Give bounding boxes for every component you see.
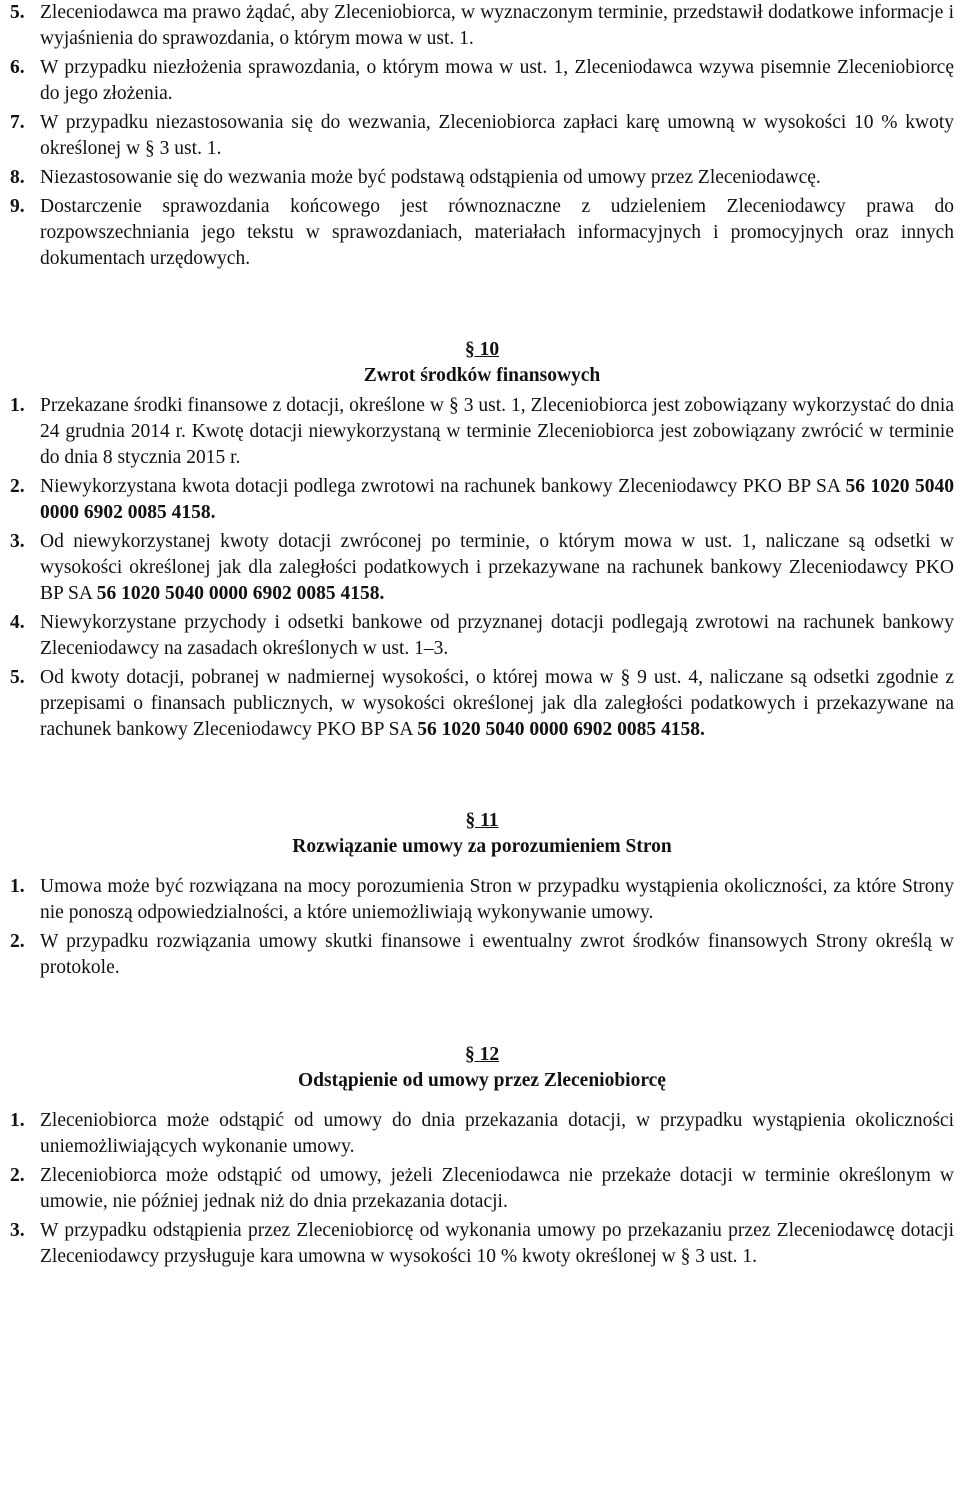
item-number: 2. [10, 476, 25, 497]
item-number: 3. [10, 531, 25, 552]
section-heading [10, 808, 954, 860]
item-number: 2. [10, 931, 25, 952]
item-number: 9. [10, 196, 25, 217]
item-text: Dostarczenie sprawozdania końcowego jest równoznaczne z udzieleniem Zleceniodawcy prawa do rozpowszechniania jego tekstu w sprawozdaniach, materiałach informacyjnych i promocyjnych oraz innych dokumentach urzędowych. [40, 196, 954, 269]
list-item [10, 665, 954, 743]
item-text: W przypadku odstąpienia przez Zleceniobiorcę od wykonania umowy po przekazaniu przez Zleceniodawcę dotacji Zleceniodawcy przysługuje kara umowna w wysokości 10 % kwoty określonej w § 3 ust. 1. [40, 1220, 954, 1267]
section-10-items [10, 393, 954, 743]
item-text: Niewykorzystana kwota dotacji podlega zwrotowi na rachunek bankowy Zleceniodawcy PKO BP SA 56 1020 5040 0000 6902 0085 4158. [40, 476, 955, 523]
spacer [10, 984, 954, 1042]
list-item [10, 194, 954, 272]
item-text: Od niewykorzystanej kwoty dotacji zwróconej po terminie, o którym mowa w ust. 1, naliczane są odsetki w wysokości określonej jak dla zaległości podatkowych i przekazywane na rachunek bankowy Zleceniodawcy PKO BP SA 56 1020 5040 0000 6902 0085 4158. [40, 531, 954, 604]
item-number: 5. [10, 667, 25, 688]
item-number: 3. [10, 1220, 25, 1241]
item-number: 1. [10, 876, 25, 897]
bank-account-number: 56 1020 5040 0000 6902 0085 4158. [417, 719, 705, 740]
spacer [10, 746, 954, 808]
item-number: 7. [10, 112, 25, 133]
list-item [10, 1163, 954, 1215]
bank-account-number: 56 1020 5040 0000 6902 0085 4158. [40, 476, 955, 523]
section-heading [10, 337, 954, 389]
item-text: W przypadku rozwiązania umowy skutki finansowe i ewentualny zwrot środków finansowych Strony określą w protokole. [40, 931, 954, 978]
item-text: W przypadku niezłożenia sprawozdania, o którym mowa w ust. 1, Zleceniodawca wzywa pisemnie Zleceniobiorcę do jego złożenia. [40, 57, 954, 104]
item-text: Przekazane środki finansowe z dotacji, określone w § 3 ust. 1, Zleceniobiorca jest zobowiązany wykorzystać do dnia 24 grudnia 2014 r. Kwotę dotacji niewykorzystaną w terminie Zleceniobiorca jest zobowiązany zwrócić w terminie do dnia 8 stycznia 2015 r. [40, 395, 954, 468]
list-item [10, 610, 954, 662]
section-number: § 11 [465, 810, 499, 831]
item-text: Zleceniobiorca może odstąpić od umowy do dnia przekazania dotacji, w przypadku wystąpienia okoliczności uniemożliwiających wykonanie umowy. [40, 1110, 954, 1157]
item-text: Zleceniodawca ma prawo żądać, aby Zleceniobiorca, w wyznaczonym terminie, przedstawił dodatkowe informacje i wyjaśnienia do sprawozdania, o którym mowa w ust. 1. [40, 2, 954, 49]
list-item [10, 474, 954, 526]
item-number: 4. [10, 612, 25, 633]
paragraph-list-top [10, 0, 954, 272]
item-number: 1. [10, 1110, 25, 1131]
item-text: W przypadku niezastosowania się do wezwania, Zleceniobiorca zapłaci karę umowną w wysokości 10 % kwoty określonej w § 3 ust. 1. [40, 112, 954, 159]
item-number: 6. [10, 57, 25, 78]
section-number: § 12 [464, 1044, 500, 1065]
item-text: Zleceniobiorca może odstąpić od umowy, jeżeli Zleceniodawca nie przekaże dotacji w terminie określonym w umowie, nie później jednak niż do dnia przekazania dotacji. [40, 1165, 954, 1212]
section-title: Rozwiązanie umowy za porozumieniem Stron [292, 836, 672, 857]
list-item [10, 529, 954, 607]
list-item [10, 165, 954, 191]
list-item [10, 55, 954, 107]
item-text: Umowa może być rozwiązana na mocy porozumienia Stron w przypadku wystąpienia okoliczności, za które Strony nie ponoszą odpowiedzialności, a które uniemożliwiają wykonywanie umowy. [40, 876, 954, 923]
item-number: 8. [10, 167, 25, 188]
section-title: Odstąpienie od umowy przez Zleceniobiorcę [298, 1070, 666, 1091]
section-title: Zwrot środków finansowych [363, 365, 601, 386]
item-number: 1. [10, 395, 25, 416]
section-heading [10, 1042, 954, 1094]
item-text: Od kwoty dotacji, pobranej w nadmiernej wysokości, o której mowa w § 9 ust. 4, naliczane są odsetki zgodnie z przepisami o finansach publicznych, w wysokości określonej jak dla zaległości podatkowych i przekazywane na rachunek bankowy Zleceniodawcy PKO BP SA 56 1020 5040 0000 6902 0085 4158. [40, 667, 954, 740]
list-item [10, 929, 954, 981]
list-item [10, 874, 954, 926]
section-number: § 10 [464, 339, 500, 360]
list-item [10, 110, 954, 162]
spacer [10, 275, 954, 337]
item-number: 2. [10, 1165, 25, 1186]
item-number: 5. [10, 2, 25, 23]
list-item [10, 0, 954, 52]
list-item [10, 1108, 954, 1160]
bank-account-number: 56 1020 5040 0000 6902 0085 4158. [96, 583, 385, 604]
list-item [10, 393, 954, 471]
item-text: Niezastosowanie się do wezwania może być podstawą odstąpienia od umowy przez Zleceniodawcę. [40, 167, 821, 188]
item-text: Niewykorzystane przychody i odsetki bankowe od przyznanej dotacji podlegają zwrotowi na rachunek bankowy Zleceniodawcy na zasadach określonych w ust. 1–3. [40, 612, 954, 659]
section-11-items [10, 874, 954, 981]
section-12-items [10, 1108, 954, 1270]
list-item [10, 1218, 954, 1270]
